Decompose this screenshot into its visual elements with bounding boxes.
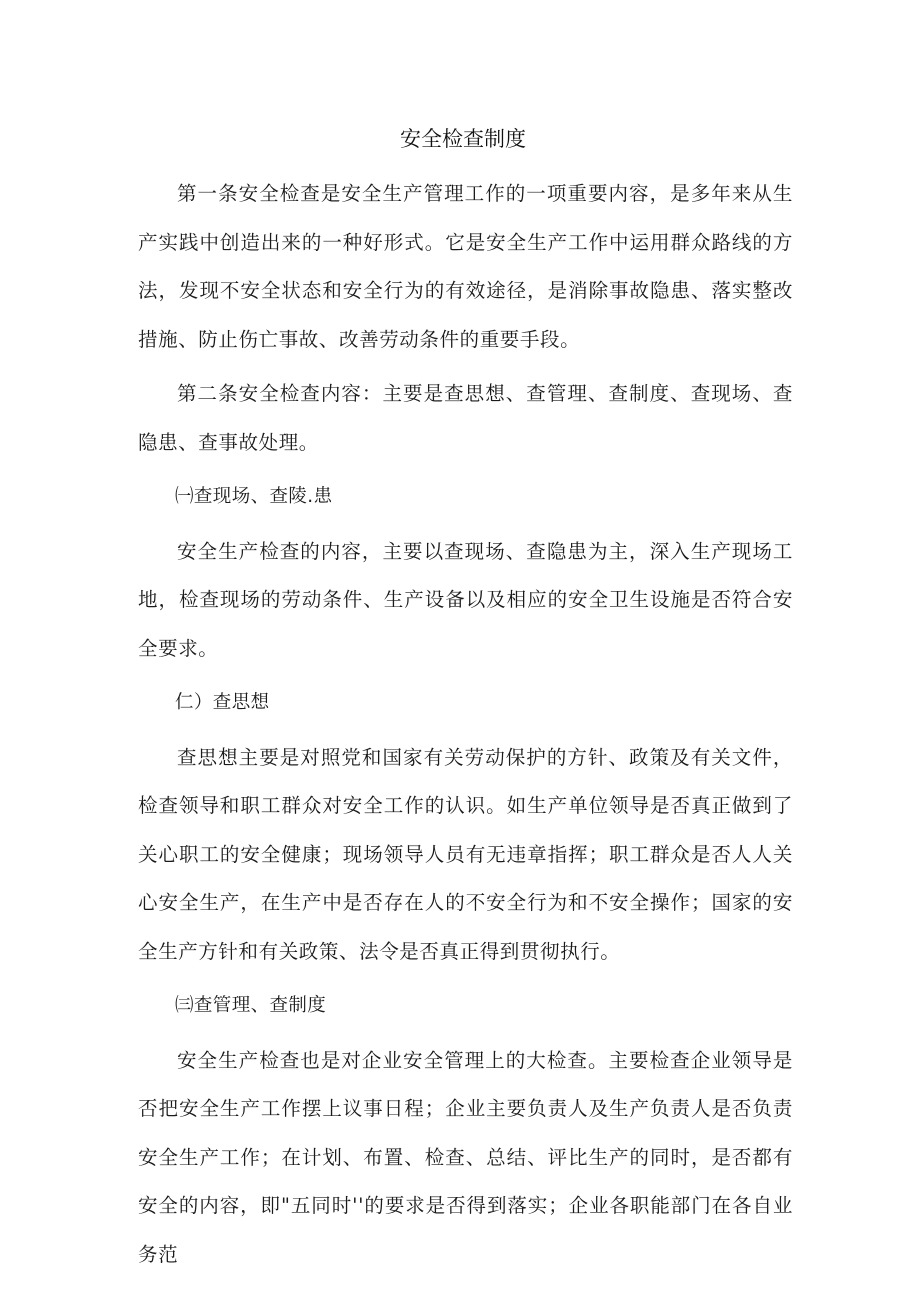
article-2-paragraph: 第二条安全检查内容：主要是查思想、查管理、查制度、查现场、查隐患、查事故处理。 [138,382,793,454]
section-2-paragraph: 查思想主要是对照党和国家有关劳动保护的方针、政策及有关文件，检查领导和职工群众对安全工作的认识。如生产单位领导是否真正做到了关心职工的安全健康；现场领导人员有无违章指挥；职工群众是否人人关心安全生产，在生产中是否存在人的不安全行为和不安全操作；国家的安全生产方针和有关政策、法令是否真正得到贯彻执行。 [138,745,793,963]
section-3-heading: ㈢查管理、查制度 [175,995,327,1016]
document-title: 安全检查制度 [400,127,526,151]
section-3-paragraph: 安全生产检查也是对企业安全管理上的大检查。主要检查企业领导是否把安全生产工作摆上议事日程；企业主要负责人及生产负责人是否负责安全生产工作；在计划、布置、检查、总结、评比生产的同时，是否都有安全的内容，即"五同时''的要求是否得到落实；企业各职能部门在各自业务范 [138,1048,793,1266]
section-1-heading: ㈠查现场、查陵.患 [175,486,333,507]
section-1-paragraph: 安全生产检查的内容，主要以查现场、查隐患为主，深入生产现场工地，检查现场的劳动条件、生产设备以及相应的安全卫生设施是否符合安全要求。 [138,539,793,660]
document-body [138,170,793,1285]
article-1-paragraph: 第一条安全检查是安全生产管理工作的一项重要内容，是多年来从生产实践中创造出来的一种好形式。它是安全生产工作中运用群众路线的方法，发现不安全状态和安全行为的有效途径，是消除事故隐患、落实整改措施、防止伤亡事故、改善劳动条件的重要手段。 [138,182,793,351]
section-2-heading: 仁）查思想 [175,692,270,713]
